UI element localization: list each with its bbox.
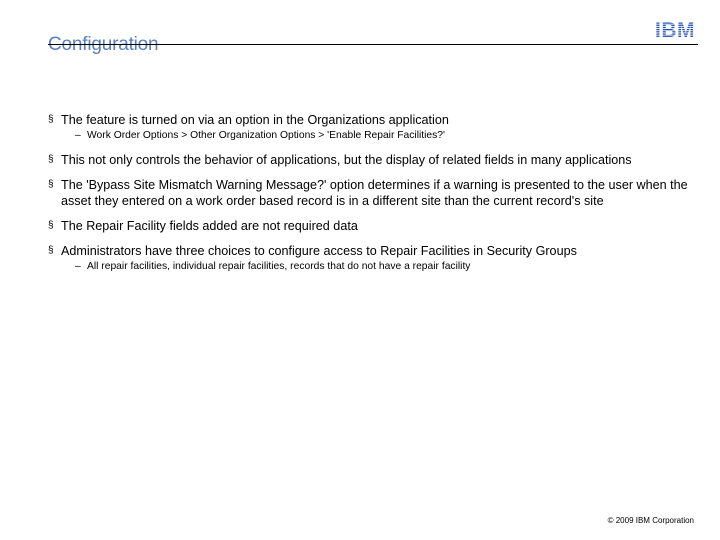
bullet-item: [48, 243, 688, 274]
ibm-logo: [652, 18, 698, 40]
slide-content: [48, 112, 688, 283]
slide-title: Configuration: [48, 34, 159, 55]
bullet-item: [48, 112, 688, 143]
bullet-text: Administrators have three choices to configure access to Repair Facilities in Security Groups: [61, 244, 577, 258]
bullet-marker: §: [48, 179, 54, 190]
bullet-marker: §: [48, 245, 54, 256]
bullet-marker: §: [48, 114, 54, 125]
bullet-text: The Repair Facility fields added are not required data: [61, 219, 358, 233]
bullet-item: [48, 152, 688, 168]
ibm-logo-text: IBM: [655, 19, 695, 40]
sub-bullet-list: [75, 260, 688, 274]
sub-bullet-list: [75, 129, 688, 143]
bullet-text: This not only controls the behavior of applications, but the display of related fields in many applications: [61, 153, 632, 167]
bullet-list: [48, 112, 688, 274]
sub-bullet-marker: –: [75, 261, 81, 272]
sub-bullet-text: All repair facilities, individual repair facilities, records that do not have a repair facility: [87, 261, 471, 272]
copyright-footer: © 2009 IBM Corporation: [607, 516, 694, 525]
sub-bullet-marker: –: [75, 130, 81, 141]
sub-bullet-item: [75, 129, 688, 143]
bullet-text: The 'Bypass Site Mismatch Warning Message?' option determines if a warning is presented to the user when the asset they entered on a work order based record is in a different site than the current record's site: [61, 178, 688, 208]
sub-bullet-item: [75, 260, 688, 274]
bullet-text: The feature is turned on via an option in the Organizations application: [61, 113, 449, 127]
bullet-marker: §: [48, 154, 54, 165]
sub-bullet-text: Work Order Options > Other Organization Options > 'Enable Repair Facilities?': [87, 130, 446, 141]
bullet-marker: §: [48, 220, 54, 231]
title-divider: [48, 44, 698, 45]
bullet-item: [48, 218, 688, 234]
bullet-item: [48, 177, 688, 209]
